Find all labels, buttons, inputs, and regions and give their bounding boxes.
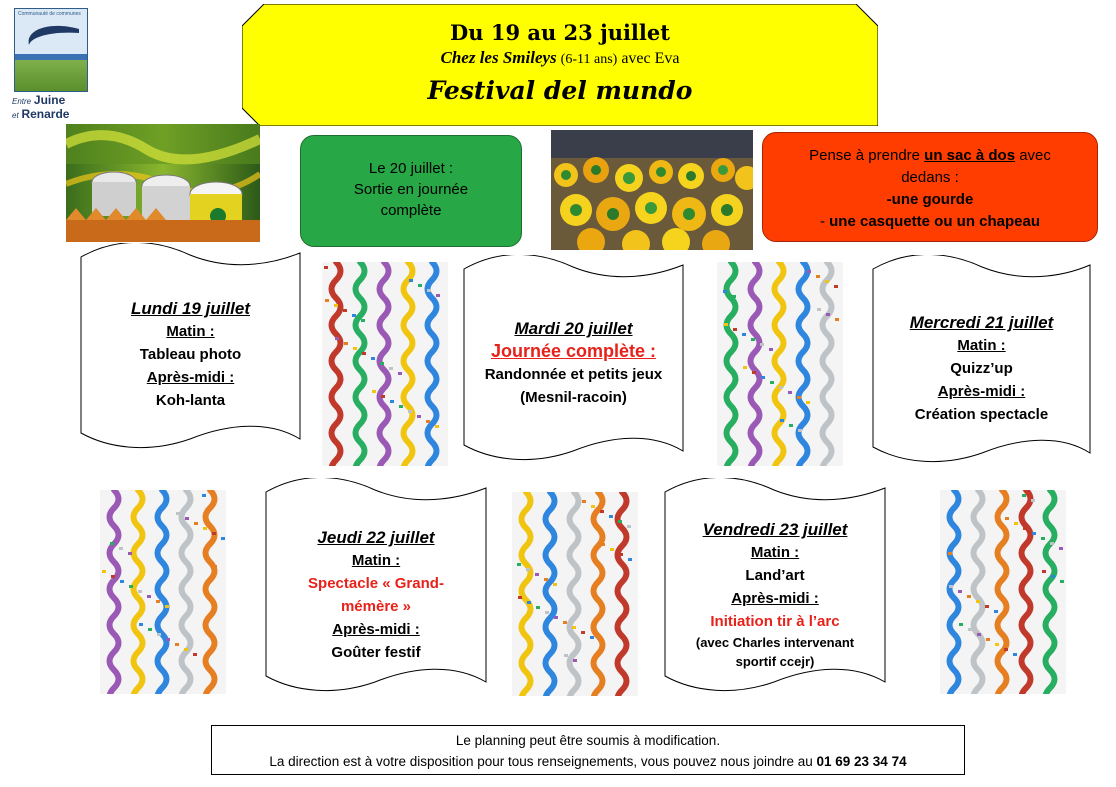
reminder-line-4-prefix: - xyxy=(819,213,830,230)
wednesday-title: Mercredi 21 juillet xyxy=(909,313,1054,332)
friday-title: Vendredi 23 juillet xyxy=(702,520,848,539)
reminder-line-4-text: une casquette ou un chapeau xyxy=(829,213,1041,230)
outing-info-box xyxy=(300,135,522,247)
reminder-suffix: avec xyxy=(1015,147,1051,164)
reminder-line-1 xyxy=(763,145,1097,167)
logo-main-1: Juine xyxy=(33,93,66,107)
monday-afternoon: Koh-lanta xyxy=(155,392,226,409)
footer-line-2 xyxy=(212,751,964,772)
day-card-tuesday xyxy=(463,255,684,465)
footer-line-1: Le planning peut être soumis à modification. xyxy=(455,733,721,748)
tuesday-activity: Randonnée et petits jeux xyxy=(484,366,663,383)
reminder-item: un sac à dos xyxy=(924,147,1016,164)
friday-note-1: (avec Charles intervenant xyxy=(695,635,855,650)
party-streamers-image xyxy=(940,490,1066,694)
reminder-box xyxy=(762,132,1098,242)
thursday-afternoon-label: Après-midi : xyxy=(332,621,420,638)
tuesday-full-day: Journée complète : xyxy=(490,341,657,361)
wednesday-morning: Quizz’up xyxy=(950,360,1013,377)
outing-line-3: complète xyxy=(380,202,442,219)
logo-name xyxy=(12,94,69,122)
outing-line-1: Le 20 juillet : xyxy=(368,160,454,177)
party-streamers-image xyxy=(717,262,843,466)
reminder-line-4 xyxy=(763,211,1097,233)
carnival-dancers-photo xyxy=(551,130,753,250)
friday-morning-label: Matin : xyxy=(750,544,800,561)
day-card-monday xyxy=(80,243,301,453)
reminder-prefix: Pense à prendre xyxy=(809,147,925,164)
monday-title: Lundi 19 juillet xyxy=(130,299,250,318)
drums-carnival-photo xyxy=(66,124,260,242)
thursday-afternoon: Goûter festif xyxy=(331,644,421,661)
friday-afternoon: Initiation tir à l’arc xyxy=(710,613,840,630)
friday-morning: Land’art xyxy=(745,567,805,584)
header-dates: Du 19 au 23 juillet xyxy=(450,20,670,45)
friday-afternoon-label: Après-midi : xyxy=(731,590,819,607)
reminder-line-3: -une gourde xyxy=(886,191,974,208)
thursday-morning-1: Spectacle « Grand- xyxy=(308,575,444,592)
monday-morning: Tableau photo xyxy=(139,346,242,363)
party-streamers-image xyxy=(100,490,226,694)
day-card-thursday xyxy=(265,478,487,696)
footer-phone: 01 69 23 34 74 xyxy=(816,754,907,769)
day-card-wednesday xyxy=(872,255,1091,467)
party-streamers-image xyxy=(322,262,448,466)
wednesday-afternoon: Création spectacle xyxy=(914,406,1049,423)
thursday-morning-label: Matin : xyxy=(351,552,401,569)
wednesday-morning-label: Matin : xyxy=(957,337,1006,354)
logo-emblem xyxy=(14,8,88,92)
party-streamers-image xyxy=(512,492,638,696)
tuesday-place: (Mesnil-racoin) xyxy=(520,389,627,406)
friday-note-2: sportif ccejr) xyxy=(735,654,815,669)
logo-org: Communauté de communes xyxy=(18,11,81,17)
tuesday-title: Mardi 20 juillet xyxy=(514,319,633,338)
logo-prefix-1: Entre xyxy=(12,97,32,106)
header-banner xyxy=(242,4,878,126)
logo xyxy=(14,8,88,122)
group-name: Chez les Smileys xyxy=(440,48,557,67)
age-range: (6-11 ans) xyxy=(560,52,618,67)
reminder-line-2: dedans : xyxy=(901,169,959,186)
header-subtitle xyxy=(242,48,878,68)
outing-line-2: Sortie en journée xyxy=(353,181,469,198)
swoosh-icon xyxy=(21,23,83,63)
wednesday-afternoon-label: Après-midi : xyxy=(937,383,1026,400)
logo-prefix-2: et xyxy=(12,111,19,120)
animator: avec Eva xyxy=(621,50,680,67)
thursday-title: Jeudi 22 juillet xyxy=(317,528,435,547)
header-theme: Festival del mundo xyxy=(427,76,693,105)
logo-main-2: Renarde xyxy=(21,107,70,121)
footer-notice xyxy=(211,725,965,775)
footer-line-2-text: La direction est à votre disposition pour tous renseignements, vous pouvez nous joindre au xyxy=(269,754,817,769)
monday-morning-label: Matin : xyxy=(166,323,215,340)
thursday-morning-2: mémère » xyxy=(340,598,412,615)
monday-afternoon-label: Après-midi : xyxy=(146,369,235,386)
day-card-friday xyxy=(664,478,886,696)
